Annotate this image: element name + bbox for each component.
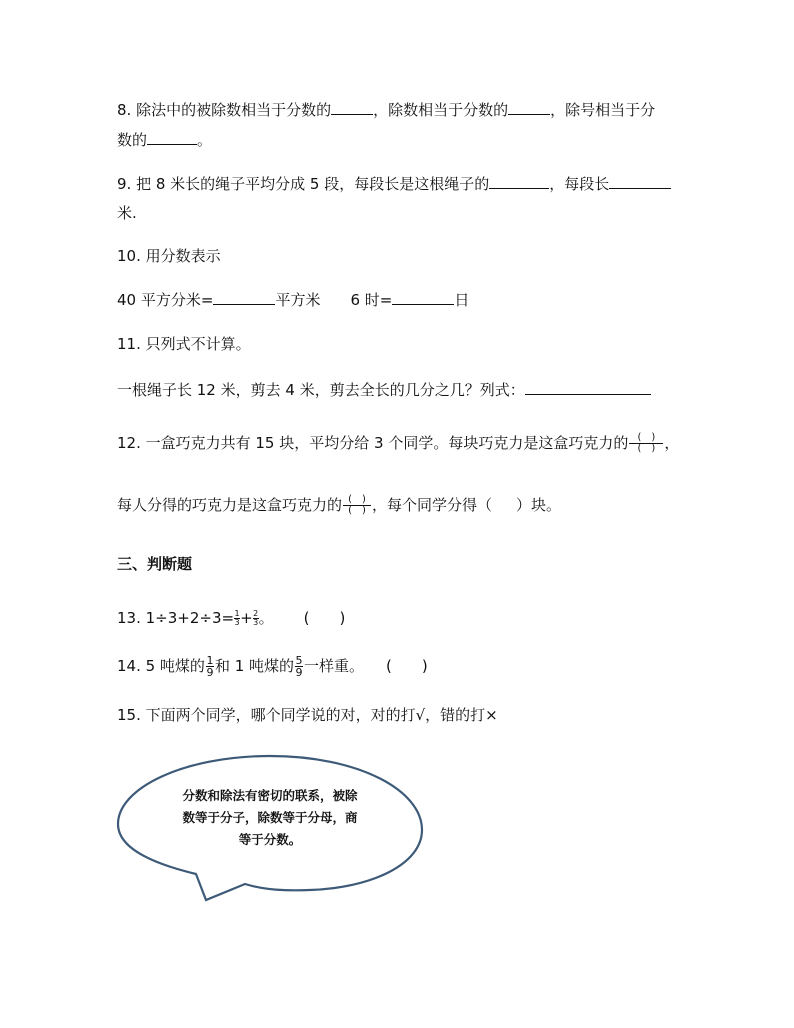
- q8-text-c: ，除号相当于分: [550, 101, 656, 119]
- q9-blank-1: [489, 172, 549, 189]
- q13-plus: +: [240, 609, 253, 627]
- question-8-line-2: [117, 128, 212, 151]
- q12-text-d: ，每个同学分得（: [372, 496, 493, 514]
- question-9-line-1: [117, 172, 671, 195]
- q10-blank-2: [392, 288, 454, 305]
- q12-fraction-2: $\frac{( )}{( )}$: [343, 495, 371, 516]
- bubble-line-2: 数等于分子，除数等于分母，商: [182, 810, 358, 825]
- q14-text-a: 14. 5 吨煤的: [117, 657, 205, 675]
- q8-text-b: ，除数相当于分数的: [373, 101, 509, 119]
- q10-item2-pre: 6 时=: [350, 291, 393, 309]
- q8-text-a: 8. 除法中的被除数相当于分数的: [117, 101, 332, 119]
- question-12-line-1: [117, 432, 679, 454]
- question-12-line-2: [117, 494, 561, 516]
- question-14: [117, 655, 428, 678]
- section-3-title: 三、判断题: [117, 555, 193, 573]
- q9-text-a: 9. 把 8 米长的绳子平均分成 5 段，每段长是这根绳子的: [117, 175, 490, 193]
- q12-text-b: ，: [664, 434, 680, 452]
- q12-text-e: ）块。: [516, 496, 562, 514]
- bubble-text: [160, 785, 380, 851]
- q15-text: 15. 下面两个同学，哪个同学说的对，对的打√，错的打×: [117, 706, 498, 724]
- q13-fraction-1: $\frac{1}{3}$: [234, 609, 240, 627]
- q9-blank-2: [609, 172, 671, 189]
- q10-item2-post: 日: [454, 291, 470, 309]
- q10-item1-pre: 40 平方分米=: [117, 291, 214, 309]
- bubble-line-3: 等于分数。: [238, 832, 302, 847]
- question-10-title: [117, 245, 221, 267]
- q14-text-b: 和 1 吨煤的: [214, 657, 295, 675]
- q10-blank-1: [213, 288, 275, 305]
- q13-answer-paren: ( ): [303, 609, 346, 627]
- bubble-line-1: 分数和除法有密切的联系，被除: [182, 788, 358, 803]
- q11-text: 一根绳子长 12 米，剪去 4 米，剪去全长的几分之几？列式：: [117, 381, 525, 399]
- q12-text-a: 12. 一盒巧克力共有 15 块，平均分给 3 个同学。每块巧克力是这盒巧克力的: [117, 434, 629, 452]
- question-8-line-1: [117, 98, 655, 121]
- q12-fraction-1: $\frac{( )}{( )}$: [629, 433, 663, 454]
- q14-fraction-1: $\frac{1}{9}$: [206, 654, 214, 679]
- q13-text-a: 13. 1÷3+2÷3=: [117, 609, 235, 627]
- q14-answer-paren: ( ): [386, 657, 428, 675]
- q11-title: 11. 只列式不计算。: [117, 335, 251, 353]
- q13-text-b: 。: [258, 609, 274, 627]
- q12-text-c: 每人分得的巧克力是这盒巧克力的: [117, 496, 343, 514]
- question-15: [117, 704, 498, 726]
- q13-fraction-2: $\frac{2}{3}$: [253, 609, 259, 627]
- question-10-items: [117, 288, 469, 311]
- q9-text-c: 米.: [117, 204, 137, 222]
- q14-fraction-2: $\frac{5}{9}$: [295, 654, 303, 679]
- q8-blank-2: [508, 98, 550, 115]
- q9-text-b: ，每段长: [549, 175, 610, 193]
- q10-item1-post: 平方米: [275, 291, 321, 309]
- q8-blank-3: [147, 128, 197, 145]
- question-9-line-2: [117, 202, 137, 224]
- question-13: [117, 607, 345, 629]
- q10-title: 10. 用分数表示: [117, 247, 221, 265]
- question-11-title: [117, 333, 251, 355]
- section-3-heading: [117, 553, 192, 575]
- question-11-text: [117, 378, 651, 401]
- q8-text-e: 。: [197, 131, 213, 149]
- q11-blank: [525, 378, 651, 395]
- q8-text-d: 数的: [117, 131, 148, 149]
- q14-text-c: 一样重。: [304, 657, 365, 675]
- q8-blank-1: [331, 98, 373, 115]
